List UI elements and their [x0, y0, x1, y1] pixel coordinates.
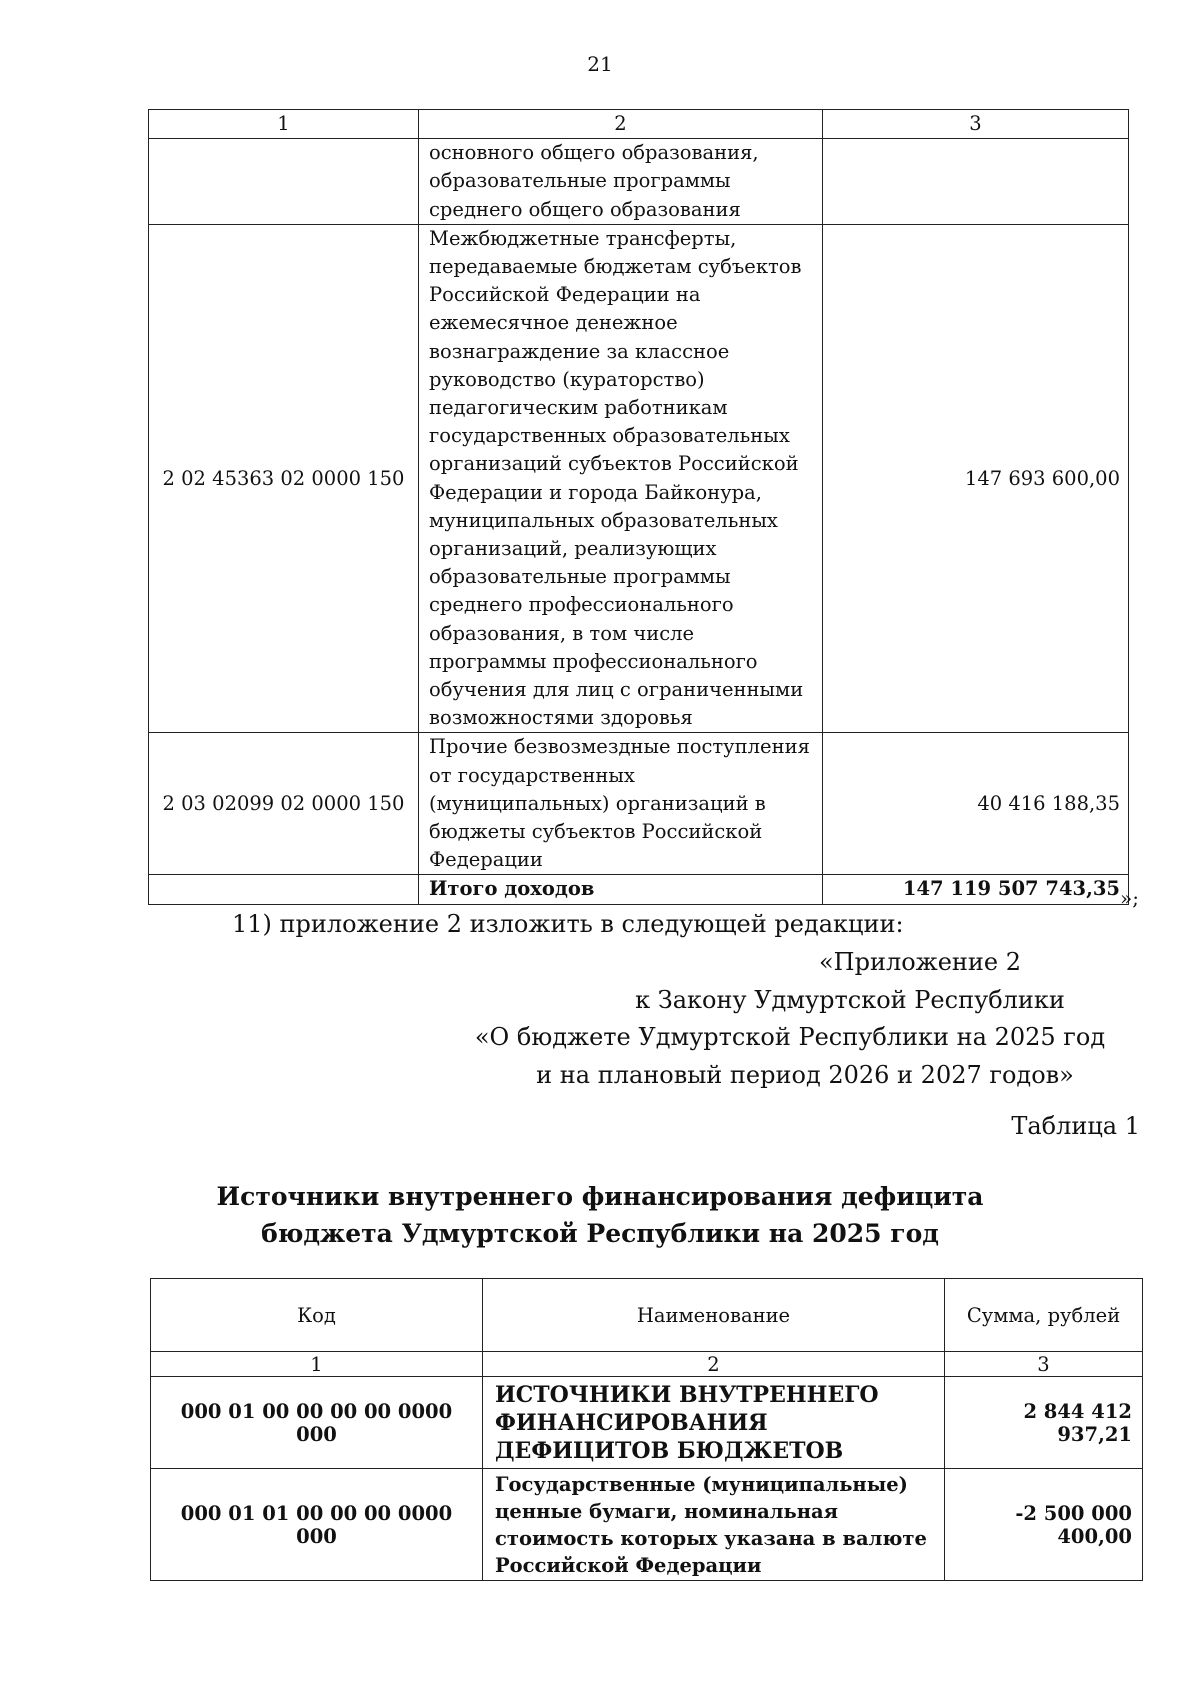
row-sum: 147 693 600,00 [823, 224, 1129, 733]
total-empty-cell [149, 875, 419, 904]
row-code: 2 03 02099 02 0000 150 [149, 733, 419, 875]
table-header-row [149, 110, 1129, 139]
closing-quote: »; [1120, 886, 1139, 910]
table-header-row [151, 1279, 1143, 1352]
column-number: 2 [483, 1352, 945, 1377]
column-number: 3 [945, 1352, 1143, 1377]
row-sum: 40 416 188,35 [823, 733, 1129, 875]
header-code: Код [151, 1279, 483, 1352]
header-sum: Сумма, рублей [945, 1279, 1143, 1352]
row-code [149, 139, 419, 225]
appendix-heading [440, 944, 1140, 1094]
total-label: Итого доходов [419, 875, 823, 904]
row-name: ИСТОЧНИКИ ВНУТРЕННЕГО ФИНАНСИРОВАНИЯ ДЕФИЦИТОВ БЮДЖЕТОВ [483, 1377, 945, 1469]
column-number-row [151, 1352, 1143, 1377]
financing-sources-table [150, 1278, 1143, 1581]
total-row [149, 875, 1129, 904]
row-code: 2 02 45363 02 0000 150 [149, 224, 419, 733]
appendix-line: и на плановый период 2026 и 2027 годов» [536, 1060, 1074, 1089]
column-number: 1 [151, 1352, 483, 1377]
revenue-table-continuation [148, 109, 1129, 905]
table-label: Таблица 1 [1011, 1112, 1140, 1140]
table-row [151, 1377, 1143, 1469]
title-line: бюджета Удмуртской Республики на 2025 год [261, 1219, 939, 1248]
table-row [151, 1469, 1143, 1581]
row-sum: 2 844 412 937,21 [945, 1377, 1143, 1469]
appendix-line: «О бюджете Удмуртской Республики на 2025 год [474, 1023, 1106, 1051]
appendix-line: «Приложение 2 [818, 948, 1022, 976]
row-name: Государственные (муниципальные) ценные бумаги, номинальная стоимость которых указана в валюте Российской Федерации [483, 1469, 945, 1581]
column-number: 3 [823, 110, 1129, 139]
total-sum: 147 119 507 743,35 [823, 875, 1129, 904]
row-code: 000 01 01 00 00 00 0000 000 [151, 1469, 483, 1581]
document-title [0, 1178, 1200, 1252]
row-name: Межбюджетные трансферты, передаваемые бюджетам субъектов Российской Федерации на ежемесячное денежное вознаграждение за классное руководство (кураторство) педагогическим работникам государственных образовательных организаций субъектов Российской Федерации и города Байконура, муниципальных образовательных организаций, реализующих образовательные программы среднего профессионального образования, в том числе программы профессионального обучения для лиц с ограниченными возможностями здоровья [419, 224, 823, 733]
row-code: 000 01 00 00 00 00 0000 000 [151, 1377, 483, 1469]
page-number: 21 [587, 52, 613, 76]
column-number: 1 [149, 110, 419, 139]
table-row [149, 139, 1129, 225]
row-sum: -2 500 000 400,00 [945, 1469, 1143, 1581]
title-line: Источники внутреннего финансирования дефицита [216, 1182, 984, 1211]
amendment-item: 11) приложение 2 изложить в следующей редакции: [232, 910, 904, 938]
row-name: Прочие безвозмездные поступления от государственных (муниципальных) организаций в бюджеты субъектов Российской Федерации [419, 733, 823, 875]
row-sum [823, 139, 1129, 225]
table-row [149, 224, 1129, 733]
row-name: основного общего образования, образовательные программы среднего общего образования [419, 139, 823, 225]
column-number: 2 [419, 110, 823, 139]
header-name: Наименование [483, 1279, 945, 1352]
table-row [149, 733, 1129, 875]
appendix-line: к Закону Удмуртской Республики [635, 985, 1065, 1014]
